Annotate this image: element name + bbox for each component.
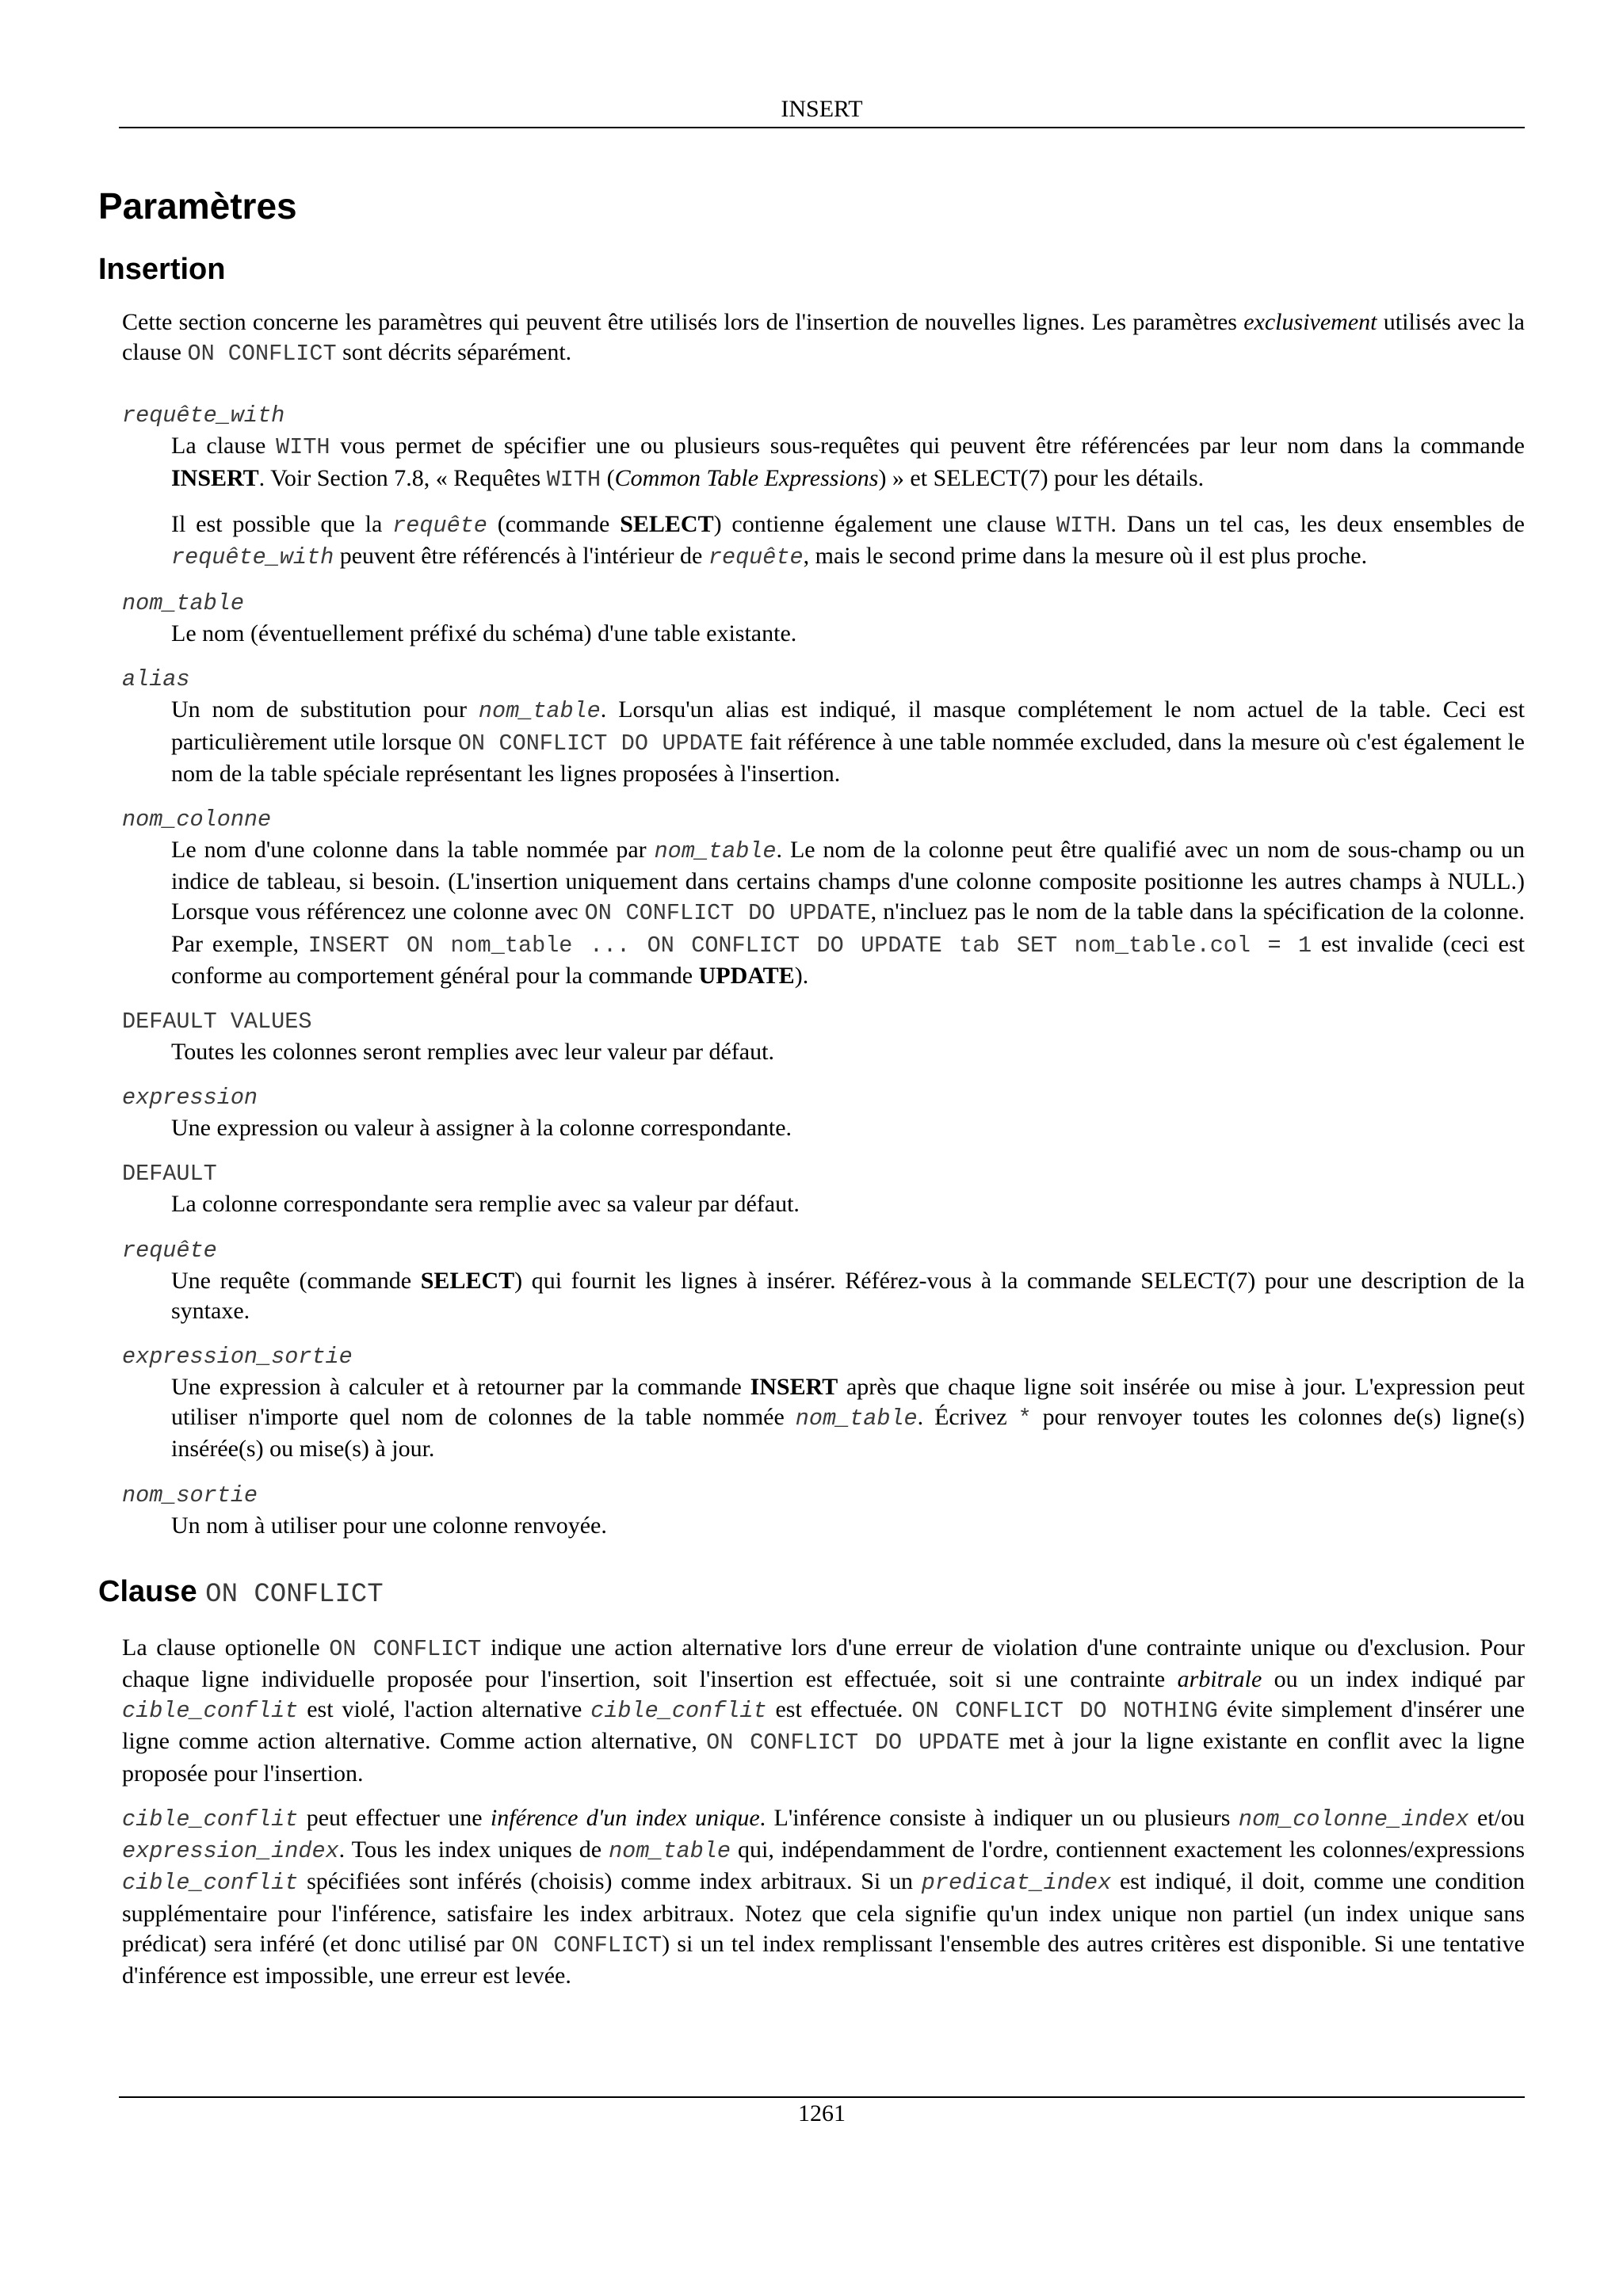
definition-paragraph: Un nom à utiliser pour une colonne renvoyée. (171, 1512, 607, 1539)
text: est violé, l'action alternative (298, 1696, 591, 1723)
definition-requete-with (98, 431, 1525, 573)
definition-paragraph: Une expression ou valeur à assigner à la colonne correspondante. (171, 1115, 792, 1142)
definition-default-values (98, 1037, 1525, 1067)
term-label: alias (122, 666, 190, 693)
definition-nom-colonne (98, 835, 1525, 991)
text: évite simplement d'insérer une ligne comme action alternative. Comme action alternative, (122, 1696, 1525, 1755)
text: indique une action alternative lors d'une erreur de violation d'une contrainte unique ou d'exclusion. Pour chaque ligne individuelle proposée pour l'insertion, soit l'insertion est effectuée, soit si une contrainte (122, 1634, 1525, 1693)
variable: nom_table (654, 838, 777, 865)
text: . Le nom de la colonne peut être qualifié avec un nom de sous-champ ou un indice de tableau, si besoin. (L'insertion uniquement dans certains champs d'une colonne composite positionne les autres champs à NULL.) Lorsque vous référencez une colonne avec (171, 837, 1525, 925)
text: Il est possible que la (171, 510, 393, 537)
text: , n'incluez pas le nom de la table dans la spécification de la colonne. Par exemple, (171, 898, 1525, 957)
text: ) » et SELECT(7) pour les détails. (878, 464, 1205, 491)
definition-alias (98, 695, 1525, 789)
inline-code: WITH (276, 434, 330, 461)
text: peut effectuer une (298, 1804, 491, 1831)
variable: nom_table (795, 1405, 918, 1432)
term-label: requête_with (122, 402, 285, 429)
section-heading-on-conflict (98, 1573, 1525, 1614)
term-label: nom_sortie (122, 1482, 258, 1508)
emphasis: inférence d'un index unique (490, 1804, 760, 1831)
variable: nom_table (478, 698, 601, 725)
text: ( (601, 464, 615, 491)
text: . Tous les index uniques de (338, 1836, 609, 1863)
text: spécifiées sont inférés (choisis) comme index arbitraux. Si un (298, 1868, 922, 1895)
text: ) si un tel index remplissant l'ensemble des autres critères est disponible. Si une tentative d'inférence est impossible, une erreur est levée. (122, 1930, 1525, 1989)
definition-paragraph (171, 431, 1525, 494)
text: La clause optionelle (122, 1634, 330, 1661)
definition-expression (98, 1113, 1525, 1143)
definition-nom-sortie (98, 1511, 1525, 1541)
variable: requête (392, 512, 487, 539)
definition-expression-sortie (98, 1372, 1525, 1465)
definition-paragraph: Le nom (éventuellement préfixé du schéma) d'une table existante. (171, 620, 797, 647)
definition-default (98, 1189, 1525, 1219)
inline-code: ON CONFLICT (205, 1579, 384, 1610)
running-header: INSERT (119, 93, 1525, 128)
inline-code: ON CONFLICT DO UPDATE (457, 730, 744, 757)
term-nom-table (98, 587, 1525, 619)
command-name: SELECT (620, 510, 714, 537)
inline-code: WITH (546, 466, 601, 493)
text: , mais le second prime dans la mesure où il est plus proche. (803, 543, 1368, 570)
term-label: expression (122, 1085, 258, 1112)
text: ) contienne également une clause (713, 510, 1056, 537)
term-nom-colonne (98, 803, 1525, 835)
term-expression-sortie (98, 1341, 1525, 1372)
variable: cible_conflit (122, 1806, 299, 1833)
definition-paragraph (171, 695, 1525, 789)
term-default (98, 1158, 1525, 1189)
definition-paragraph (171, 509, 1525, 573)
variable: cible_conflit (590, 1698, 767, 1725)
section-heading-insertion: Insertion (98, 253, 226, 286)
text: ou un index indiqué par (1262, 1666, 1525, 1693)
definition-paragraph (171, 1266, 1525, 1326)
text: Le nom d'une colonne dans la table nommée par (171, 837, 655, 864)
term-label: expression_sortie (122, 1344, 353, 1371)
term-requete-with (98, 399, 1525, 431)
definition-paragraph: La colonne correspondante sera remplie avec sa valeur par défaut. (171, 1191, 800, 1218)
variable: requête (708, 544, 804, 571)
command-name: SELECT (420, 1267, 515, 1294)
text: après que chaque ligne soit insérée ou mise à jour. L'expression peut utiliser n'importe quel nom de colonnes de la table nommée (171, 1374, 1525, 1431)
text: . Écrivez (917, 1404, 1018, 1431)
inline-code: ON CONFLICT (511, 1932, 663, 1958)
text: est invalide (ceci est conforme au comportement général pour la commande (171, 930, 1525, 989)
term-label: nom_colonne (122, 807, 272, 833)
emphasis: exclusivement (1243, 309, 1377, 335)
inline-code: ON CONFLICT DO NOTHING (911, 1698, 1218, 1725)
page-title: Paramètres (98, 185, 297, 227)
text: et/ou (1468, 1804, 1526, 1831)
term-nom-sortie (98, 1479, 1525, 1511)
term-requete (98, 1234, 1525, 1266)
inline-code: ON CONFLICT (187, 341, 337, 368)
text: . L'inférence consiste à indiquer un ou plusieurs (759, 1804, 1239, 1831)
text: sont décrits séparément. (336, 339, 572, 366)
term-expression (98, 1081, 1525, 1113)
text: ). (794, 962, 809, 989)
variable: nom_table (609, 1838, 731, 1865)
command-name: INSERT (171, 464, 259, 491)
on-conflict-paragraph-1 (98, 1633, 1525, 1789)
text: ) qui fournit les lignes à insérer. Référez-vous à la commande SELECT(7) pour une description de la syntaxe. (171, 1267, 1525, 1324)
variable: cible_conflit (122, 1698, 299, 1725)
term-alias (98, 663, 1525, 695)
text: (commande (487, 510, 621, 537)
text: fait référence à une table nommée excluded, dans la mesure où c'est également le nom de la table spéciale représentant les lignes proposées à l'insertion. (171, 728, 1525, 787)
definition-nom-table (98, 619, 1525, 649)
inline-code: * (1018, 1405, 1032, 1432)
term-default-values (98, 1005, 1525, 1037)
term-label: DEFAULT (122, 1161, 217, 1188)
term-label: nom_table (122, 590, 244, 617)
variable: nom_colonne_index (1238, 1806, 1469, 1833)
text: Cette section concerne les paramètres qui peuvent être utilisés lors de l'insertion de nouvelles lignes. Les paramètres (122, 309, 1244, 335)
command-name: INSERT (750, 1374, 838, 1401)
inline-code: INSERT ON nom_table ... ON CONFLICT DO UPDATE tab SET nom_table.col = 1 (307, 932, 1312, 959)
text: Un nom de substitution pour (171, 696, 479, 723)
text: met à jour la ligne existante en conflit avec la ligne proposée pour l'insertion. (122, 1728, 1525, 1787)
inline-code: ON CONFLICT DO UPDATE (706, 1730, 1000, 1756)
on-conflict-paragraph-2 (98, 1803, 1525, 1991)
definition-paragraph (171, 835, 1525, 991)
variable: requête_with (171, 544, 334, 571)
text: est indiqué, il doit, comme une condition supplémentaire pour l'inférence, satisfaire les index arbitraux. Notez que cela signifie qu'un index unique non partiel (un index unique sans prédicat) sera inféré (et donc utilisé par (122, 1868, 1525, 1957)
text: Une expression à calculer et à retourner par la commande (171, 1374, 750, 1401)
page-number: 1261 (119, 2096, 1525, 2130)
text: La clause (171, 433, 277, 460)
inline-code: ON CONFLICT (329, 1635, 482, 1662)
variable: cible_conflit (122, 1870, 299, 1897)
definition-requete (98, 1266, 1525, 1326)
emphasis: arbitrale (1177, 1666, 1262, 1693)
text: qui, indépendamment de l'ordre, contiennent exactement les colonnes/expressions (731, 1836, 1525, 1863)
definition-paragraph (171, 1372, 1525, 1465)
text: peuvent être référencés à l'intérieur de (334, 543, 708, 570)
term-label: requête (122, 1237, 217, 1264)
text: . Lorsqu'un alias est indiqué, il masque complétement le nom actuel de la table. Ceci est particulièrement utile lorsque (171, 696, 1525, 755)
heading-text: Clause (98, 1574, 206, 1608)
text: pour renvoyer toutes les colonnes de(s) ligne(s) insérée(s) ou mise(s) à jour. (171, 1404, 1525, 1463)
inline-code: ON CONFLICT DO UPDATE (584, 900, 871, 927)
page-body (98, 184, 1525, 2021)
text: . Voir Section 7.8, « Requêtes (258, 464, 547, 491)
variable: expression_index (122, 1838, 339, 1865)
emphasis: Common Table Expressions (614, 464, 879, 491)
definition-paragraph: Toutes les colonnes seront remplies avec leur valeur par défaut. (171, 1039, 774, 1066)
inline-code: WITH (1056, 512, 1111, 539)
text: est effectuée. (766, 1696, 912, 1723)
text: Une requête (commande (171, 1267, 421, 1294)
text: utilisés avec la clause (122, 309, 1525, 366)
command-name: UPDATE (698, 962, 795, 989)
term-label: DEFAULT VALUES (122, 1009, 312, 1035)
variable: predicat_index (921, 1870, 1112, 1897)
text: . Dans un tel cas, les deux ensembles de (1110, 510, 1525, 537)
text: vous permet de spécifier une ou plusieurs sous-requêtes qui peuvent être référencées par leur nom dans la commande (330, 433, 1525, 460)
insertion-intro (98, 307, 1525, 369)
